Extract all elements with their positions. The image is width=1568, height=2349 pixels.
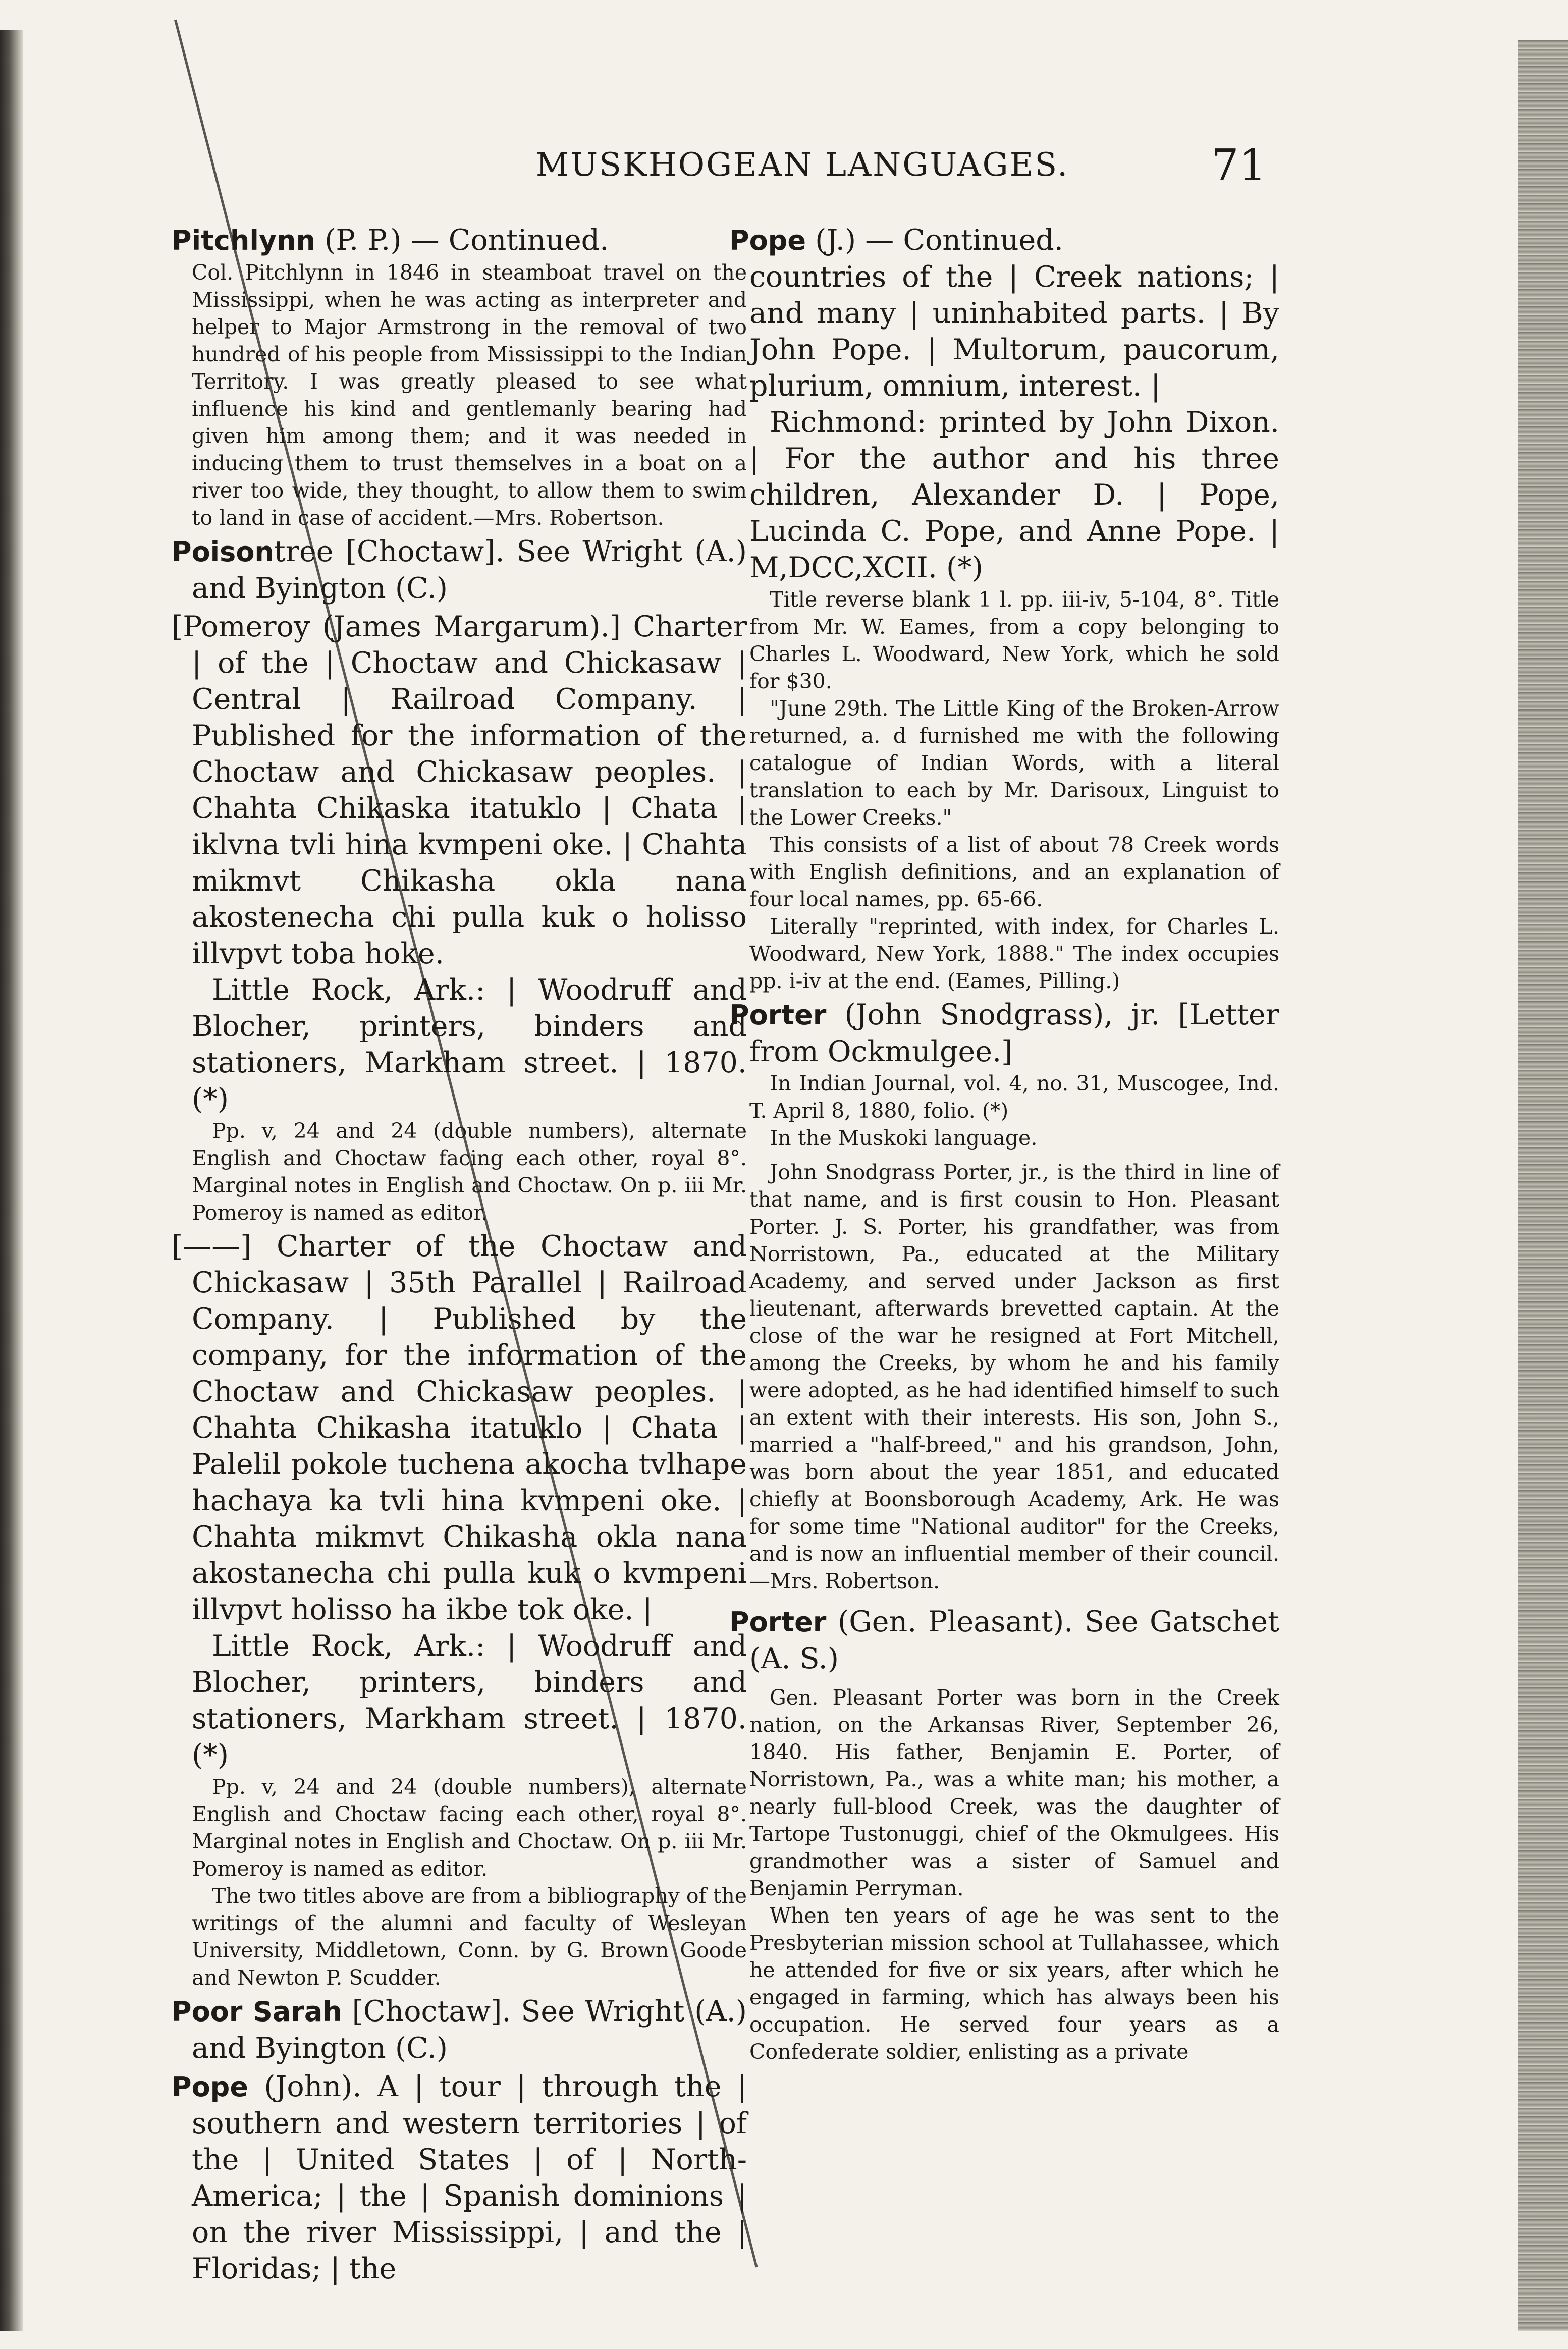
right-column (729, 222, 1279, 2067)
entry-heading-rest: [Pomeroy (James Margarum).] Charter | of the | Choctaw and Chickasaw | Central | Railroad Company. | Published for the information of the Choctaw and Chickasaw peoples. | Chahta Chikaska itatuklo | Chata | iklvna tvli hina kvmpeni oke. | Chahta mikmvt Chikasha okla nana akostenecha chi pulla kuk o holisso illvpvt toba hoke. (172, 610, 747, 970)
entry-pomeroy-charter-35th (172, 1228, 747, 1991)
entry-heading-name: Pope (729, 225, 806, 256)
entry-heading-rest: (P. P.) — Continued. (325, 224, 609, 257)
running-title: MUSKHOGEAN LANGUAGES. (535, 146, 1069, 184)
entry-porter-gen-pleasant (729, 1604, 1279, 2065)
scan-edge-right (1518, 40, 1568, 2331)
entry-imprint: Little Rock, Ark.: | Woodruff and Blocher, printers, binders and stationers, Markham street. | 1870. (*) (192, 973, 747, 1116)
entry-note: "June 29th. The Little King of the Broken-Arrow returned, a. d furnished me with the following catalogue of Indian Words, with a literal translation to each by Mr. Darisoux, Linguist to the Lower Creeks." (749, 696, 1279, 830)
entry-heading-name: Pitchlynn (172, 225, 315, 256)
spacer (729, 1677, 1279, 1684)
entry-heading-rest: (John). A | tour | through the | southern and western territories | of the | United States | of | North-America; | the | Spanish dominions | on the river Mississippi, | and the | Floridas; | the (192, 2070, 747, 2285)
entry-heading (172, 533, 747, 607)
entry-continuation: countries of the | Creek nations; | and many | uninhabited parts. | By John Pope. | Multorum, paucorum, plurium, omnium, interest. | (749, 260, 1279, 403)
entry-note: Title reverse blank 1 l. pp. iii-iv, 5-104, 8°. Title from Mr. W. Eames, from a copy belonging to Charles L. Woodward, New York, which he sold for $30. (749, 587, 1279, 693)
entry-heading-rest: (John Snodgrass), jr. [Letter from Ockmulgee.] (749, 998, 1280, 1068)
entry-pope-john (172, 2068, 747, 2287)
scan-edge-left (0, 30, 23, 2331)
entry-heading-name: Porter (729, 999, 827, 1031)
entry-note: The two titles above are from a bibliography of the writings of the alumni and faculty of Wesleyan University, Middletown, Conn. by G. Brown Goode and Newton P. Scudder. (192, 1884, 747, 1990)
entry-heading (172, 2068, 747, 2287)
spacer (729, 1152, 1279, 1159)
entry-heading (172, 609, 747, 972)
entry-pitchlynn (172, 222, 747, 531)
entry-note: In the Muskoki language. (770, 1126, 1038, 1150)
entry-pope-continued (729, 222, 1279, 995)
entry-pomeroy-charter-central (172, 609, 747, 1226)
entry-heading-rest: tree [Choctaw]. See Wright (A.) and Byington (C.) (192, 535, 747, 605)
entry-note: Gen. Pleasant Porter was born in the Creek nation, on the Arkansas River, September 26, 1840. His father, Benjamin E. Porter, of Norristown, Pa., was a white man; his mother, a nearly full-blood Creek, was the daughter of Tartope Tustonuggi, chief of the Okmulgees. His grandmother was a sister of Samuel and Benjamin Perryman. (749, 1685, 1279, 1900)
entry-heading-rest: (Gen. Pleasant). See Gatschet (A. S.) (749, 1605, 1280, 1675)
entry-note: Literally "reprinted, with index, for Charles L. Woodward, New York, 1888." The index occupies pp. i-iv at the end. (Eames, Pilling.) (749, 914, 1279, 993)
entry-note: When ten years of age he was sent to the Presbyterian mission school at Tullahassee, which he attended for five or six years, after which he engaged in farming, which has always been his occupation. He served four years as a Confederate soldier, enlisting as a private (749, 1903, 1279, 2064)
entry-note: Pp. v, 24 and 24 (double numbers), alternate English and Choctaw facing each other, royal 8°. Marginal notes in English and Choctaw. On p. iii Mr. Pomeroy is named as editor. (192, 1119, 747, 1225)
entry-heading (729, 1604, 1279, 1677)
entry-imprint: Richmond: printed by John Dixon. | For the author and his three children, Alexander D. | Pope, Lucinda C. Pope, and Anne Pope. | M,DCC,XCII. (*) (749, 406, 1279, 584)
spacer (729, 1597, 1279, 1604)
entry-note: In Indian Journal, vol. 4, no. 31, Muscogee, Ind. T. April 8, 1880, folio. (*) (749, 1071, 1279, 1123)
entry-poor-sarah (172, 1993, 747, 2066)
entry-heading (729, 997, 1279, 1070)
entry-note: Pp. v, 24 and 24 (double numbers), alternate English and Choctaw facing each other, royal 8°. Marginal notes in English and Choctaw. On p. iii Mr. Pomeroy is named as editor. (192, 1775, 747, 1881)
entry-heading-rest: (J.) — Continued. (815, 224, 1063, 257)
entry-heading-name: Poor Sarah (172, 1996, 342, 2028)
left-column (172, 222, 747, 2289)
entry-porter-john-snodgrass (729, 997, 1279, 1595)
entry-heading-name: Poison (172, 536, 274, 568)
page-number: 71 (1211, 140, 1267, 191)
entry-heading (172, 1228, 747, 1628)
entry-heading-rest: [Choctaw]. See Wright (A.) and Byington (C.) (192, 1995, 747, 2065)
entry-heading-rest: [——] Charter of the Choctaw and Chickasaw | 35th Parallel | Railroad Company. | Published by the company, for the information of the Choctaw and Chickasaw peoples. | Chahta Chikasha itatuklo | Chata | Palelil pokole tuchena akocha tvlhape hachaya ka tvli hina kvmpeni oke. | Chahta mikmvt Chikasha okla nana akostanecha chi pulla kuk o kvmpeni illvpvt holisso ha ikbe tok oke. | (172, 1230, 747, 1626)
entry-imprint: Little Rock, Ark.: | Woodruff and Blocher, printers, binders and stationers, Markham street. | 1870. (*) (192, 1629, 747, 1772)
entry-note: John Snodgrass Porter, jr., is the third in line of that name, and is first cousin to Hon. Pleasant Porter. J. S. Porter, his grandfather, was from Norristown, Pa., educated at the Military Academy, and served under Jackson as first lieutenant, afterwards brevetted captain. At the close of the war he resigned at Fort Mitchell, among the Creeks, by whom he and his family were adopted, as he had identified himself to such an extent with their interests. His son, John S., married a "half-breed," and his grandson, John, was born about the year 1851, and educated chiefly at Boonsborough Academy, Ark. He was for some time "National auditor" for the Creeks, and is now an influential member of their council.—Mrs. Robertson. (749, 1160, 1279, 1593)
entry-heading (172, 222, 747, 259)
entry-heading (172, 1993, 747, 2066)
entry-heading-name: Porter (729, 1606, 827, 1638)
entry-poison-tree (172, 533, 747, 607)
entry-heading (729, 222, 1279, 259)
entry-note: This consists of a list of about 78 Creek words with English definitions, and an explanation of four local names, pp. 65-66. (749, 833, 1279, 911)
entry-heading-name: Pope (172, 2071, 248, 2103)
entry-note: Col. Pitchlynn in 1846 in steamboat travel on the Mississippi, when he was acting as interpreter and helper to Major Armstrong in the removal of two hundred of his people from Mississippi to the Indian Territory. I was greatly pleased to see what influence his kind and gentlemanly bearing had given him among them; and it was needed in inducing them to trust themselves in a boat on a river too wide, they thought, to allow them to swim to land in case of accident.—Mrs. Robertson. (192, 260, 747, 530)
